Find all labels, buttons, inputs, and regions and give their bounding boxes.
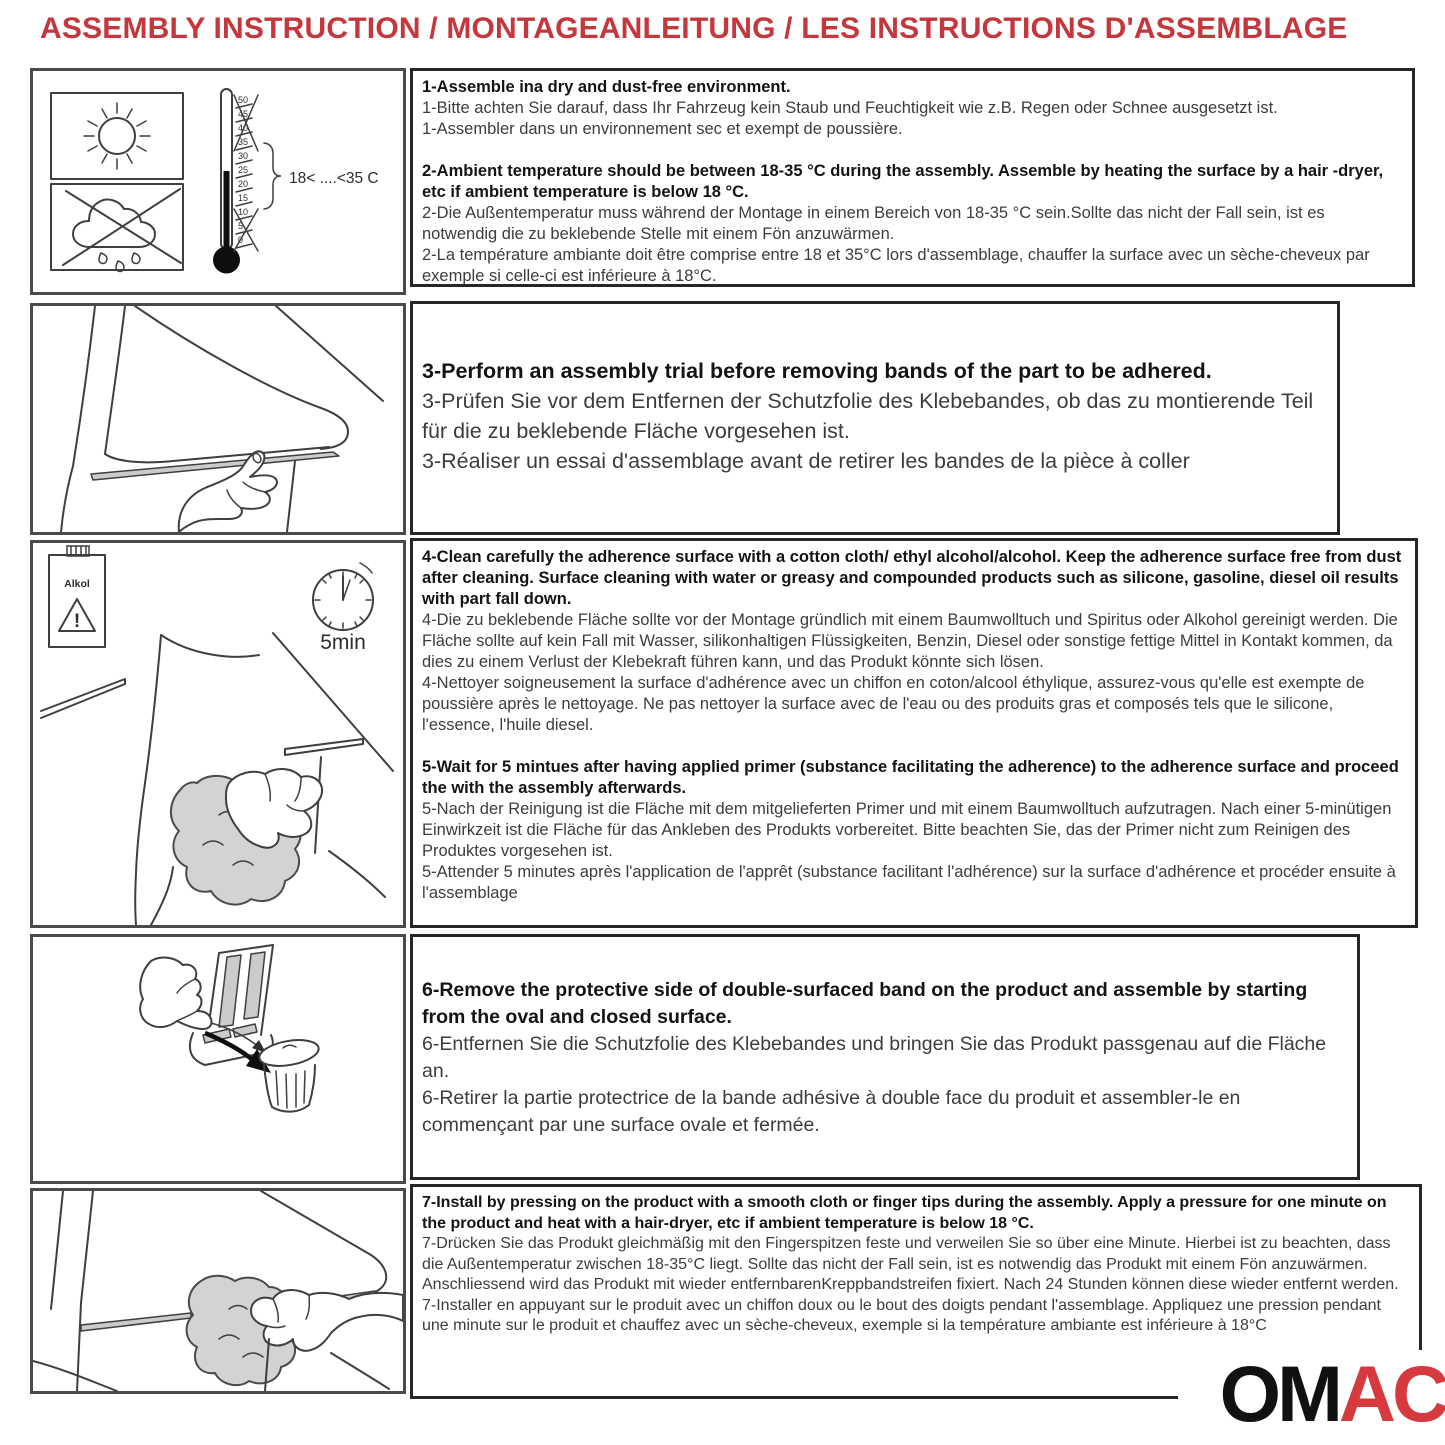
svg-text:50: 50 bbox=[238, 95, 249, 105]
logo-text-red: AC bbox=[1338, 1349, 1445, 1438]
section-3-text bbox=[410, 301, 1340, 535]
svg-text:10: 10 bbox=[238, 207, 249, 217]
trim-strip bbox=[81, 1313, 191, 1331]
clock-duration-label: 5min bbox=[320, 631, 366, 654]
svg-text:35: 35 bbox=[238, 137, 249, 147]
instruction-fr: 2-La température ambiante doit être comprise entre 18 et 35°C lors d'assemblage, chauffer la surface avec un sèche-cheveux par exemple si celle-ci est inférieure à 18°C. bbox=[422, 246, 1370, 285]
instruction-fr: 6-Retirer la partie protectrice de la bande adhésive à double face du produit et assembler-le en commençant par une surface ovale et fermée. bbox=[422, 1087, 1241, 1136]
clean-surface-illustration bbox=[33, 543, 403, 925]
page-title: ASSEMBLY INSTRUCTION / MONTAGEANLEITUNG / LES INSTRUCTIONS D'ASSEMBLAGE bbox=[40, 12, 1348, 45]
section-4-5-text bbox=[410, 538, 1418, 928]
instruction-en: 2-Ambient temperature should be between 18-35 °C during the assembly. Assemble by heating the surface by a hair -dryer, etc if ambient temperature is below 18 °C. bbox=[422, 162, 1384, 201]
instruction-en: 5-Wait for 5 mintues after having applied primer (substance facilitating the adherence) to the adherence surface and proceed the with the assembly afterwards. bbox=[422, 758, 1399, 797]
instruction-de: 5-Nach der Reinigung ist die Fläche mit dem mitgelieferten Primer und mit einem Baumwolltuch aufzutragen. Nach einer 5-minütigen Einwirkzeit ist die Fläche für das Ankleben des Produkts vorbereitet. Bitte beachten Sie, das der Primer nicht zum Reinigen des Produktes vorgesehen ist. bbox=[422, 800, 1392, 860]
svg-text:20: 20 bbox=[238, 179, 249, 189]
svg-text:!: ! bbox=[73, 611, 81, 632]
trash-can-icon bbox=[257, 1036, 320, 1112]
tape-removal-illustration-panel bbox=[30, 934, 406, 1184]
svg-text:40: 40 bbox=[238, 123, 249, 133]
rain-box bbox=[51, 184, 183, 270]
trim-strip bbox=[91, 452, 339, 480]
no-rain-icon bbox=[63, 189, 181, 272]
instruction-de: 7-Drücken Sie das Produkt gleichmäßig mit den Fingerspitzen feste und verweilen Sie so über eine Minute. Hierbei ist zu beachten, dass die Außentemperatur zwischen 18-35°C liegt. Sollte das nicht der Fall sein, ist es notwendig das Produkt mit einem Fön anzuwärmen. Anschliessend wird das Produkt mit wieder entfernbarenKreppbandstreifen fixiert. Nach 24 Stunden können diese wieder entfernt werden. bbox=[422, 1235, 1399, 1293]
clock-icon bbox=[313, 563, 373, 654]
svg-text:30: 30 bbox=[238, 151, 249, 161]
section-1-2-text bbox=[410, 68, 1415, 287]
instruction-fr: 1-Assembler dans un environnement sec et exempt de poussière. bbox=[422, 120, 903, 138]
logo-text-black: OM bbox=[1219, 1349, 1339, 1438]
alcohol-bottle-icon bbox=[49, 546, 105, 647]
environment-temperature-illustration bbox=[33, 71, 403, 292]
trial-illustration-panel bbox=[30, 303, 406, 535]
instruction-de: 2-Die Außentemperatur muss während der Montage in einem Bereich von 18-35 °C sein.Sollte das nicht der Fall sein, ist es notwendig die zu beklebende Stelle mit einem Fön anzuwärmen. bbox=[422, 204, 1325, 243]
svg-text:25: 25 bbox=[238, 165, 249, 175]
instruction-en: 7-Install by pressing on the product with a smooth cloth or finger tips during the assembly. Apply a pressure for one minute on the product and heat with a hair-dryer, etc if ambient temperature is below 18 °C. bbox=[422, 1194, 1387, 1232]
omac-logo bbox=[1178, 1350, 1445, 1442]
instruction-fr: 7-Installer en appuyant sur le produit avec un chiffon doux ou le bout des doigts pendant l'assemblage. Appliquez une pression pendant une minute sur le produit et chauffez avec un sèche-cheveux, exemple si la température ambiante est inférieure à 18°C bbox=[422, 1296, 1381, 1334]
cleaning-illustration-panel bbox=[30, 540, 406, 928]
hand-icon bbox=[251, 1290, 403, 1351]
instruction-en: 3-Perform an assembly trial before removing bands of the part to be adhered. bbox=[422, 359, 1212, 383]
hand-icon bbox=[140, 958, 211, 1029]
instruction-fr: 5-Attender 5 minutes après l'application de l'apprêt (substance facilitant l'adhérence) sur la surface d'adhérence et procéder ensuite à l'assemblage bbox=[422, 863, 1396, 902]
instruction-en: 1-Assemble ina dry and dust-free environment. bbox=[422, 78, 791, 96]
environment-illustration-panel bbox=[30, 68, 406, 295]
sun-icon bbox=[84, 103, 150, 169]
press-product-illustration bbox=[33, 1191, 403, 1391]
range-brace bbox=[264, 143, 281, 209]
instruction-de: 4-Die zu beklebende Fläche sollte vor der Montage gründlich mit einem Baumwolltuch und Spiritus oder Alkohol gereinigt werden. Die Fläche sollte auf kein Fall mit Wasser, silikonhaltigen Flüssigkeiten, Benzin, Diesel oder sonstige fettige Mittel in Kontakt kommen, da dies zu einem Verlust der Klebekraft führen kann, und das Produkt könnte sich lösen. bbox=[422, 611, 1398, 671]
trim-strip bbox=[285, 739, 363, 755]
temperature-range-label: 18< ....<35 C bbox=[289, 170, 379, 187]
remove-tape-illustration bbox=[33, 937, 403, 1181]
instruction-fr: 3-Réaliser un essai d'assemblage avant de retirer les bandes de la pièce à coller bbox=[422, 449, 1190, 473]
instruction-en: 6-Remove the protective side of double-surfaced band on the product and assemble by starting from the oval and closed surface. bbox=[422, 979, 1308, 1028]
instruction-de: 6-Entfernen Sie die Schutzfolie des Klebebandes und bringen Sie das Produkt passgenau auf die Fläche an. bbox=[422, 1033, 1327, 1082]
svg-text:5: 5 bbox=[238, 221, 244, 231]
svg-text:45: 45 bbox=[238, 109, 249, 119]
svg-text:15: 15 bbox=[238, 193, 249, 203]
instruction-fr: 4-Nettoyer soigneusement la surface d'adhérence avec un chiffon en coton/alcool éthylique, assurez-vous qu'elle est exempte de poussière après le nettoyage. Ne pas nettoyer la surface avec de l'eau ou des produits gras et composés tels que le silicone, l'essence, l'huile diesel. bbox=[422, 674, 1365, 734]
bottle-label: Alkol bbox=[64, 578, 90, 590]
press-illustration-panel bbox=[30, 1188, 406, 1394]
instruction-de: 1-Bitte achten Sie darauf, dass Ihr Fahrzeug kein Staub und Feuchtigkeit wie z.B. Regen oder Schnee ausgesetzt ist. bbox=[422, 99, 1278, 117]
svg-text:0: 0 bbox=[238, 235, 244, 245]
instruction-de: 3-Prüfen Sie vor dem Entfernen der Schutzfolie des Klebebandes, ob das zu montierende Teil für die zu beklebende Fläche vorgesehen ist. bbox=[422, 389, 1314, 443]
instruction-en: 4-Clean carefully the adherence surface with a cotton cloth/ ethyl alcohol/alcohol. Keep the adherence surface free from dust after cleaning. Surface cleaning with water or greasy and compounded products such as silicone, gasoline, diesel oil results with part fall down. bbox=[422, 548, 1402, 608]
trim-strip-trial-illustration bbox=[33, 306, 403, 532]
warning-triangle-icon bbox=[59, 599, 95, 632]
section-6-text bbox=[410, 934, 1360, 1180]
thermometer-icon bbox=[213, 89, 379, 274]
